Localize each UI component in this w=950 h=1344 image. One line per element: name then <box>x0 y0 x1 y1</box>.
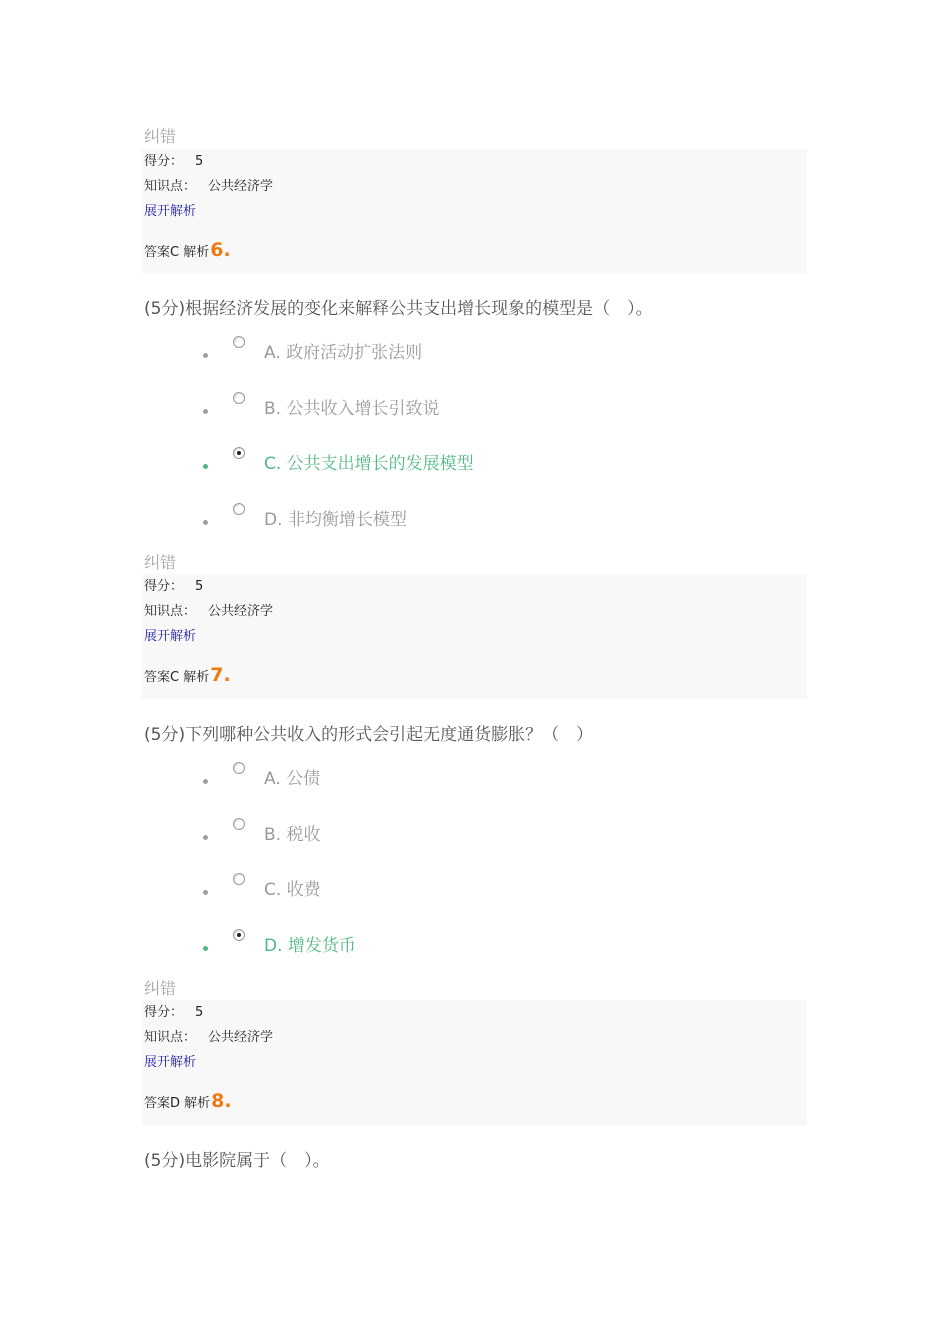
option-item[interactable] <box>0 873 950 913</box>
bullet-dot-icon <box>203 520 208 525</box>
option-label: A. 公债 <box>264 769 321 789</box>
report-error-link[interactable]: 纠错 <box>144 127 177 146</box>
option-item-selected[interactable] <box>0 447 950 487</box>
option-label: A. 政府活动扩张法则 <box>264 343 423 363</box>
bullet-dot-icon <box>203 464 208 469</box>
answer-line <box>144 664 231 689</box>
option-label: C. 公共支出增长的发展模型 <box>264 454 474 474</box>
knowledge-line <box>144 1029 273 1047</box>
answer-info-box <box>142 149 807 274</box>
radio-button-checked[interactable] <box>233 929 245 941</box>
knowledge-value: 公共经济学 <box>208 604 274 619</box>
option-label: C. 收费 <box>264 880 321 900</box>
answer-info-box <box>142 1000 807 1125</box>
score-label: 得分： <box>144 579 184 594</box>
option-item[interactable] <box>0 818 950 858</box>
score-value: 5 <box>195 154 204 169</box>
expand-analysis-link[interactable]: 展开解析 <box>144 1055 197 1070</box>
bullet-dot-icon <box>203 835 208 840</box>
radio-button[interactable] <box>233 336 245 348</box>
bullet-dot-icon <box>203 353 208 358</box>
option-item[interactable] <box>0 503 950 543</box>
score-label: 得分： <box>144 1005 184 1020</box>
bullet-dot-icon <box>203 409 208 414</box>
question-text: (5分)下列哪种公共收入的形式会引起无度通货膨胀？（ ） <box>144 725 594 745</box>
expand-analysis-link[interactable]: 展开解析 <box>144 629 197 644</box>
radio-button[interactable] <box>233 818 245 830</box>
knowledge-value: 公共经济学 <box>208 179 274 194</box>
question-number: 8. <box>211 1090 232 1112</box>
option-item[interactable] <box>0 762 950 802</box>
knowledge-line <box>144 178 273 196</box>
score-line <box>144 1004 203 1022</box>
option-item-selected[interactable] <box>0 929 950 969</box>
bullet-dot-icon <box>203 779 208 784</box>
question-text: (5分)根据经济发展的变化来解释公共支出增长现象的模型是（ ）。 <box>144 299 653 319</box>
knowledge-line <box>144 603 273 621</box>
bullet-dot-icon <box>203 946 208 951</box>
score-line <box>144 578 203 596</box>
radio-button[interactable] <box>233 762 245 774</box>
question-text: (5分)电影院属于（ ）。 <box>144 1151 330 1171</box>
score-value: 5 <box>195 579 204 594</box>
knowledge-label: 知识点： <box>144 1030 197 1045</box>
answer-text: 答案C 解析 <box>144 670 210 685</box>
option-label: D. 增发货币 <box>264 936 356 956</box>
radio-checked-icon <box>237 451 241 455</box>
answer-line <box>144 1090 232 1115</box>
radio-checked-icon <box>237 933 241 937</box>
report-error-link[interactable]: 纠错 <box>144 553 177 572</box>
knowledge-label: 知识点： <box>144 604 197 619</box>
knowledge-label: 知识点： <box>144 179 197 194</box>
question-number: 7. <box>210 664 231 686</box>
radio-button[interactable] <box>233 503 245 515</box>
question-number: 6. <box>210 239 231 261</box>
answer-text: 答案C 解析 <box>144 245 210 260</box>
option-item[interactable] <box>0 392 950 432</box>
knowledge-value: 公共经济学 <box>208 1030 274 1045</box>
score-line <box>144 153 203 171</box>
report-error-link[interactable]: 纠错 <box>144 979 177 998</box>
answer-line <box>144 239 231 264</box>
expand-analysis-link[interactable]: 展开解析 <box>144 204 197 219</box>
radio-button-checked[interactable] <box>233 447 245 459</box>
radio-button[interactable] <box>233 392 245 404</box>
option-item[interactable] <box>0 336 950 376</box>
score-label: 得分： <box>144 154 184 169</box>
bullet-dot-icon <box>203 890 208 895</box>
option-label: B. 税收 <box>264 825 321 845</box>
answer-info-box <box>142 574 807 699</box>
option-label: B. 公共收入增长引致说 <box>264 399 440 419</box>
score-value: 5 <box>195 1005 204 1020</box>
radio-button[interactable] <box>233 873 245 885</box>
answer-text: 答案D 解析 <box>144 1096 211 1111</box>
option-label: D. 非均衡增长模型 <box>264 510 407 530</box>
